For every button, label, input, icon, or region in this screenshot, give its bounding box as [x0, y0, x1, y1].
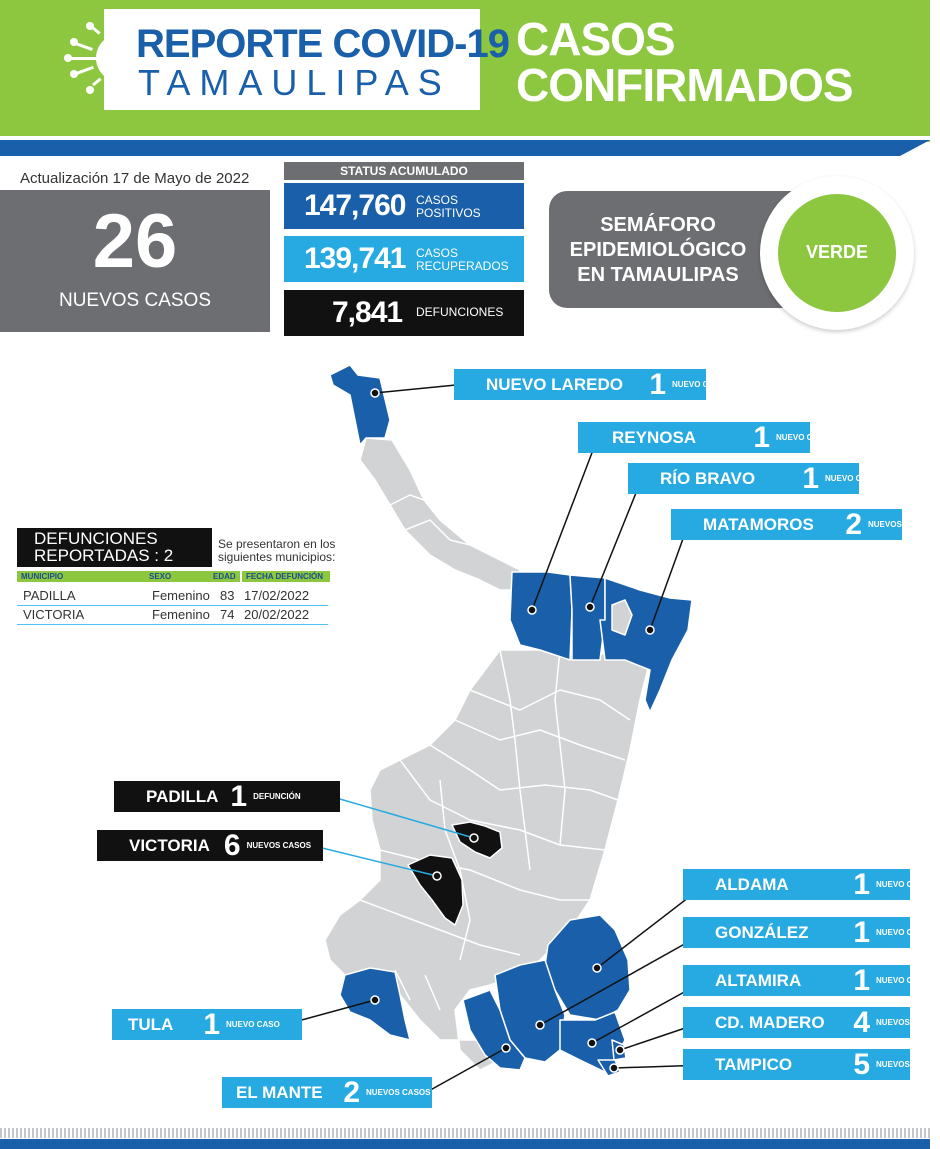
label-unit: NUEVO CASO [226, 1019, 280, 1029]
label-unit: NUEVO CASO [876, 975, 930, 985]
table-row-2-sexo: Femenino [152, 607, 210, 622]
label-unit: NUEVOS CASOS [868, 519, 933, 529]
table-row-1-municipio: PADILLA [23, 588, 76, 603]
table-row-1-sexo: Femenino [152, 588, 210, 603]
label-count: 5 [853, 1047, 870, 1081]
label-count: 2 [343, 1075, 360, 1109]
label-reynosa [578, 420, 830, 454]
table-header-municipio: MUNICIPIO [17, 571, 145, 582]
update-date: Actualización 17 de Mayo de 2022 [20, 170, 250, 187]
map-region-north-gray [360, 438, 520, 590]
label-unit: NUEVOS CASOS [876, 1017, 940, 1027]
positive-cases-label2: POSITIVOS [416, 206, 481, 220]
deaths-table-title1: DEFUNCIONES [34, 529, 158, 548]
label-unit: DEFUNCIÓN [253, 791, 301, 801]
semaforo-line1: SEMÁFORO [600, 214, 716, 236]
deaths-value: 7,841 [332, 296, 403, 329]
label-unit: NUEVO CASO [776, 432, 830, 442]
positive-cases-value: 147,760 [304, 189, 406, 222]
label-name: PADILLA [146, 786, 219, 806]
recovered-cases-label2: RECUPERADOS [416, 259, 509, 273]
label-name: TAMPICO [715, 1054, 793, 1074]
new-cases-label: NUEVOS CASOS [58, 290, 212, 311]
label-padilla [114, 781, 340, 812]
label-count: 4 [853, 1005, 870, 1039]
label-gonzalez [683, 915, 930, 949]
label-matamoros [671, 507, 933, 541]
label-count: 1 [853, 963, 870, 997]
label-count: 1 [853, 867, 870, 901]
label-altamira [683, 963, 930, 997]
report-subtitle: TAMAULIPAS [138, 62, 451, 103]
footer-stripe [0, 1128, 930, 1138]
positive-cases-label1: CASOS [416, 193, 459, 207]
deaths-label: DEFUNCIONES [416, 305, 504, 319]
table-row-2-municipio: VICTORIA [23, 607, 85, 622]
map-nuevo-laredo [330, 365, 390, 445]
section-title-line2: CONFIRMADOS [516, 59, 853, 111]
label-count: 1 [853, 915, 870, 949]
table-row-2-fecha: 20/02/2022 [244, 607, 310, 622]
deaths-table-title2: REPORTADAS : 2 [34, 546, 174, 565]
table-row-2-edad: 74 [220, 607, 235, 622]
table-row-1-edad: 83 [220, 588, 235, 603]
table-row-1-fecha: 17/02/2022 [244, 588, 310, 603]
label-name: NUEVO LAREDO [486, 374, 623, 394]
label-tampico [683, 1047, 940, 1081]
deaths-table-note2: siguientes municipios: [218, 550, 336, 564]
deaths-table-note1: Se presentaron en los [218, 537, 336, 551]
label-count: 1 [802, 461, 819, 495]
semaforo-status: VERDE [805, 242, 868, 262]
label-name: MATAMOROS [703, 514, 814, 534]
label-tula [112, 1009, 302, 1040]
label-count: 2 [845, 507, 862, 541]
map-rio-bravo [570, 575, 605, 660]
label-el-mante [222, 1077, 432, 1108]
label-unit: NUEVO CASO [876, 879, 930, 889]
label-name: GONZÁLEZ [715, 922, 809, 942]
label-count: 1 [203, 1007, 220, 1041]
label-unit: NUEVOS CASOS [366, 1087, 431, 1097]
label-count: 6 [223, 828, 241, 862]
new-cases-number: 26 [92, 199, 178, 284]
label-count: 1 [649, 367, 666, 401]
label-victoria [97, 830, 323, 861]
label-unit: NUEVO CASO [825, 473, 879, 483]
label-cd-madero [683, 1005, 940, 1039]
semaforo-line3: EN TAMAULIPAS [577, 264, 739, 286]
label-unit: NUEVO CASO [876, 927, 930, 937]
recovered-cases-value: 139,741 [304, 242, 406, 275]
report-title: REPORTE COVID-19 [136, 22, 509, 66]
label-count: 1 [230, 779, 248, 813]
status-header: STATUS ACUMULADO [284, 162, 524, 180]
table-header-sexo: SEXO [145, 571, 209, 582]
label-aldama [683, 867, 930, 901]
label-unit: NUEVO CASO [672, 379, 726, 389]
footer-bar [0, 1139, 930, 1149]
recovered-cases-label1: CASOS [416, 246, 459, 260]
label-name: REYNOSA [612, 427, 697, 447]
label-name: RÍO BRAVO [660, 468, 756, 488]
label-name: ALTAMIRA [715, 970, 802, 990]
label-name: ALDAMA [715, 874, 789, 894]
section-title-line1: CASOS [516, 13, 675, 65]
label-name: EL MANTE [236, 1082, 323, 1102]
label-name: CD. MADERO [715, 1012, 825, 1032]
semaforo-line2: EPIDEMIOLÓGICO [569, 239, 747, 261]
label-unit: NUEVOS CASOS [246, 840, 312, 850]
label-count: 1 [753, 420, 770, 454]
table-header-fecha: FECHA DEFUNCIÓN [242, 571, 330, 582]
label-rio-bravo [628, 461, 879, 495]
table-header-edad: EDAD [209, 571, 240, 582]
label-name: TULA [128, 1014, 174, 1034]
label-unit: NUEVOS CASOS [876, 1059, 940, 1069]
label-name: VICTORIA [129, 835, 210, 855]
label-nuevo-laredo [454, 367, 726, 401]
